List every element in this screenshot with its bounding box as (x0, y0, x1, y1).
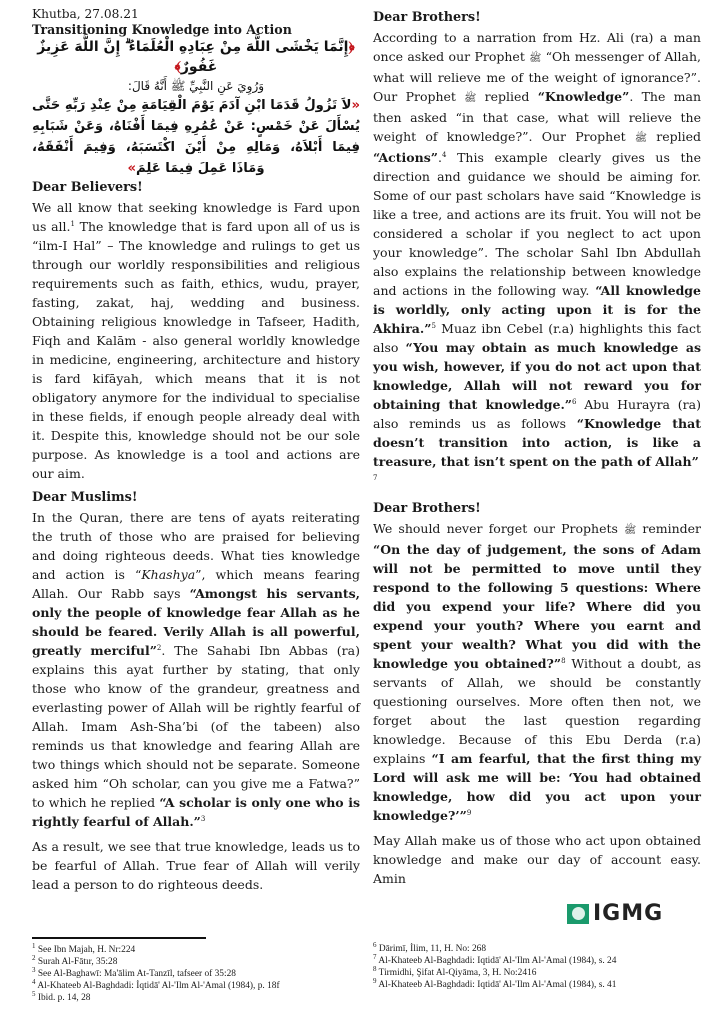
text: Without a doubt, as servants of Allah, we should be constantly questioning ourselves. More often then not, we forget about the last question regarding knowledge. Because of this Ebu Derda (r.a) explains (373, 656, 701, 766)
arabic-block (32, 37, 360, 179)
arabic-narration-intro: وَرُوِيَ عَنِ النَّبِيِّ ﷺ أَنَّهُ قَالَ: (127, 79, 265, 93)
khutba-date: Khutba, 27.08.21 (32, 7, 139, 21)
text: . (437, 150, 442, 165)
quote-bold: “On the day of judgement, the sons of Adam will not be permitted to move until they respond to the following 5 questions: Where did you expend your life? Where did you expend your youth? Where you earnt and spent your wealth? What you did with the knowledge you obtained?” (373, 542, 701, 671)
footnote-ref[interactable]: 2 (156, 643, 162, 652)
footnote: $^5$ Ibid. p. 14, 28 (32, 989, 91, 1003)
heading-dear-muslims: Dear Muslims! (32, 490, 138, 505)
text: Muaz ibn Cebel (r.a) highlights this fact also (373, 321, 701, 355)
quote-bold: “Knowledge” (537, 89, 630, 104)
quote-bold: “All knowledge is worldly, only acting upon it is for the Akhira.” (373, 283, 702, 336)
text: We should never forget our Prophets (373, 521, 625, 536)
arabic-ayah: ﴿إِنَّمَا يَخْشَى اللَّهَ مِنْ عِبَادِهِ الْعُلَمَاءُ ۗ إِنَّ اللَّهَ عَزِيزٌ غَفُورٌ﴾ (37, 39, 355, 75)
footnote: $^6$ Dārimī, İlim, 11, H. No: 268 (373, 940, 487, 954)
text: . The man then asked “in that case, what will relieve the weight of knowledge?”. Our Prophet (373, 89, 702, 144)
footnote-ref[interactable]: 4 (441, 150, 447, 159)
text: We all know that seeking knowledge is Fard upon us all. (32, 200, 360, 234)
footnote-ref[interactable]: 7 (373, 473, 378, 482)
footnote: $^3$ See Al-Baghawī: Ma'ālim At-Tanzīl, tafseer of 35:28 (32, 965, 236, 979)
closing-dua: May Allah make us of those who act upon obtained knowledge and make our day of account easy. Amin (373, 833, 701, 886)
text: According to a narration from Hz. Ali (ra) a man once asked our Prophet (373, 30, 701, 64)
salawat-glyph: ﷺ (464, 93, 477, 104)
italic-term: Khashya (141, 567, 196, 582)
text: Abu Hurayra (ra) also reminds us as follows (373, 397, 701, 431)
crescent-globe-icon (567, 904, 589, 924)
text: This example clearly gives us the direction and guidance we should be aiming for. Some of our past scholars have said “Knowledge is like a tree, and actions are its fruit. You will not be considered a scholar if you neglect to act upon your knowledge”. The scholar Sahl Ibn Abdullah also explains the relationship between knowledge and actions in the following way. (373, 150, 701, 298)
footnote-ref[interactable]: 8 (561, 656, 566, 665)
heading-dear-brothers-2: Dear Brothers! (373, 501, 481, 516)
paragraph (32, 508, 360, 831)
paragraph (373, 519, 701, 825)
salawat-glyph: ﷺ (529, 53, 542, 64)
footnote-ref[interactable]: 3 (200, 814, 206, 823)
footnote-divider (32, 937, 206, 939)
text: ”, which means fearing Allah. Our Rabb says (32, 567, 360, 601)
paragraph: As a result, we see that true knowledge, leads us to be fearful of Allah. True fear of Allah will verily lead a person to do righteous deeds. (32, 839, 360, 892)
paragraph (373, 28, 701, 490)
footnote-ref[interactable]: 5 (431, 321, 436, 330)
heading-dear-brothers: Dear Brothers! (373, 10, 481, 25)
quote-bold: “Actions” (373, 150, 438, 165)
footnote: $^8$ Tirmidhi, Şifat Al-Qiyāma, 3, H. No:2416 (373, 964, 537, 978)
footnotes-right (373, 940, 617, 991)
footnote-ref[interactable]: 9 (466, 808, 472, 817)
text: . The Sahabi Ibn Abbas (ra) explains this ayat further by stating, that only those who know of the grandeur, greatness and everlasting power of Allah will be rightly fearful of Allah. Imam Ash-Sha’bi (of the tabeen) also reminds us that knowledge and fearing Allah are two things which should not be separate. Someone asked him “Oh scholar, can you give me a Fatwa?” to which he replied (32, 643, 360, 810)
left-column (32, 0, 360, 900)
heading-dear-believers: Dear Believers! (32, 180, 143, 195)
footnote: $^9$ Al-Khateeb Al-Baghdadi: Iqtidā' Al-'Ilm Al-'Amal (1984), s. 41 (373, 976, 617, 990)
text: replied (646, 129, 701, 144)
salawat-glyph: ﷺ (634, 133, 647, 144)
arabic-hadith: «لاَ تَزُولُ قَدَمَا ابْنِ آدَمَ يَوْمَ الْقِيَامَةِ مِنْ عِنْدِ رَبِّهِ حَتَّى يُسْأَلَ عَنْ خَمْسٍ: عَنْ عُمُرِهِ فِيمَا أَفْنَاهُ، وَعَنْ شَبَابِهِ فِيمَا أَبْلاَهُ، وَمَالِهِ مِنْ أَيْنَ اكْتَسَبَهُ، وَفِيمَ أَنْفَقَهُ، وَمَاذَا عَمِلَ فِيمَا عَلِمَ» (32, 98, 360, 176)
footnote: $^7$ Al-Khateeb Al-Baghdadi: Iqtidā' Al-'Ilm Al-'Amal (1984), s. 24 (373, 952, 617, 966)
right-column (373, 0, 701, 894)
footnote-ref[interactable]: 1 (70, 219, 75, 228)
text: The knowledge that is fard upon all of us is “ilm-I Hal” – The knowledge and rulings to get us through our worldly responsibilities and religious requirements such as faith, ethics, wudu, prayer, fasting, zakat, haj, wedding and business. Obtaining religious knowledge in Tafseer, Hadith, Fiqh and Kalām - also general worldly knowledge in medicine, engineering, architecture and history is fard kifāyah, which means that it is not obligatory anymore for the individual to specialise in these fields, if enough people already deal with it. Despite this, knowledge should not be our sole purpose. As knowledge is a tool and actions are our aim. (32, 219, 360, 481)
quote-bold: “You may obtain as much knowledge as you wish, however, if you do not act upon that knowledge, Allah will not reward you for obtaining that knowledge.” (373, 340, 701, 412)
footnote-ref[interactable]: 6 (571, 397, 577, 406)
igmg-logo (567, 901, 664, 926)
text: replied (476, 89, 538, 104)
salawat-glyph: ﷺ (624, 525, 637, 536)
footnote: $^2$ Surah Al-Fātır, 35:28 (32, 953, 118, 967)
footnotes-left (32, 941, 280, 1004)
quote-bold: “Amongst his servants, only the people of knowledge fear Allah as he should be feared. Verily Allah is all powerful, greatly merciful” (32, 586, 360, 658)
text: reminder (636, 521, 702, 536)
quote-bold: “A scholar is only one who is rightly fearful of Allah.” (32, 795, 360, 829)
paragraph (32, 198, 360, 483)
footnote: $^1$ See Ibn Majah, H. Nr:224 (32, 941, 136, 955)
logo-text: IGMG (593, 901, 664, 926)
text: “Oh messenger of Allah, what will relieve me of the weight of ignorance?”. Our Prophet (373, 49, 701, 104)
quote-bold: “Knowledge that doesn’t transition into action, is like a treasure, that isn’t spent on the path of Allah” (373, 416, 701, 469)
page-title: Transitioning Knowledge into Action (32, 22, 292, 37)
footnote: $^4$ Al-Khateeb Al-Baghdadi: İqtidā' Al-'Ilm Al-'Amal (1984), p. 18f (32, 977, 280, 991)
quote-bold: “I am fearful, that the first thing my Lord will ask me will be: ‘You had obtained knowledge, how did you act upon your knowledge?’” (373, 751, 701, 823)
text: In the Quran, there are tens of ayats reiterating the truth of those who are praised for believing and doing righteous deeds. What ties knowledge and action is “ (32, 510, 360, 582)
